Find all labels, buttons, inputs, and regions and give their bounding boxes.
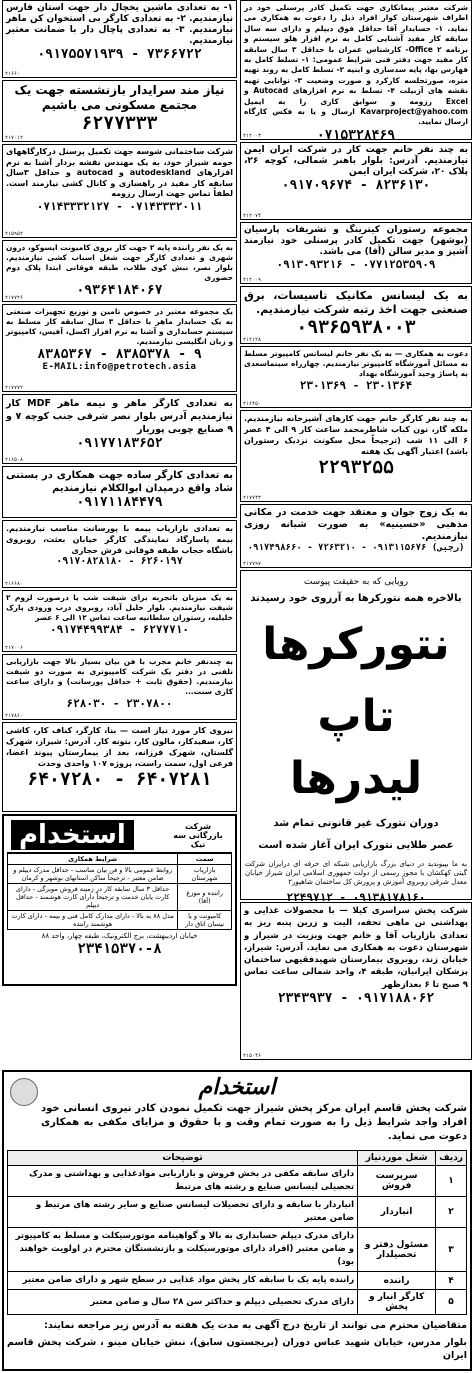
row-num: ۳: [436, 1228, 467, 1272]
job-desc: دارای مدرک تحصیلی دیپلم و حداکثر سن ۲۸ سال و ضامن معتبر: [8, 1290, 358, 1315]
col-header: سمت: [178, 854, 232, 865]
bottom-intro: شرکت پخش قاسم ایران مرکز پخش شیراز جهت تکمیل نمودن کادر نیروی انسانی خود افراد واجد شرایط ذیل را به صورت تمام وقت و با حقوق و مزایای مکفی به همکاری دعوت می نماید.: [41, 1103, 467, 1142]
ad-code: ۲۱۶۶۸۰: [5, 581, 24, 587]
row-num: ۲: [436, 1197, 467, 1228]
ad-text: به یک میزبان باتجربه برای شیفت شب یا درصورت لزوم ۲ شیفت نیازمندیم. بلوار خلیل آباد، روبروی درب ورودی پارک خلیلیه، رستوران سلطانیه ساعت تماس ۱۲ الی ۶ عصر: [6, 593, 233, 622]
row-num: ۵: [436, 1290, 467, 1315]
ad-code: ۲۱۷۷۷۲: [5, 385, 24, 391]
table-row: [8, 865, 232, 884]
ad-text: شرکت معتبر پیمانکاری جهت تکمیل کادر پرسنلی خود در اطراف شهرستان کوار افراد ذیل را دعوت به همکاری می نماید. ۱- حسابدار آقا حداقل فوق دیپلم و دارای سه سال سابقه کار مفید آشنایی کامل به نرم افزار هلو سیستم و برنامه Office ۲- کارشناس عمران با حداقل ۳ سال سابقه کار مفید جهت دفتر فنی شرایط عمومی: ۱- تسلط کامل به فهارس بها، پایه سدسازی و ابنیه ۲- تسلط کامل به روند تهیه متره، صورتجلسه کارکرد و صورت وضعیت ۳- توانایی تهیه نقشه های آزبیلت ۴- تسلط به نرم افزارهای Autocad و Excel رزومه و سوابق کاری را به ایمیل Kavarproject@yahoo.com ارسال و یا به فکس کارگاه ارسال نمایید.: [244, 3, 469, 127]
role-cell: راننده و موزع (آقا): [178, 884, 232, 911]
table-row: [8, 1166, 467, 1197]
ad-email: E-MAIL:info@petrotech.asia: [42, 362, 197, 372]
jobs-table: [7, 1150, 467, 1315]
col-header: شرایط همکاری: [8, 854, 178, 865]
ad-code: ۲۱۲۰۰۹: [243, 277, 262, 283]
job-desc: راننده پایه یک با سابقه کار پخش مواد غذایی در سطح شهر و دارای ضامن معتبر: [8, 1272, 358, 1290]
ad-behdad-institute: [240, 346, 472, 408]
ad-phone: ۰۹۳۶۵۹۳۸۰۰۳: [296, 317, 416, 338]
ad-kitchen-workers: [240, 410, 472, 502]
ad-mdf-workers: [2, 394, 237, 464]
bottom-title: استخدام: [198, 1075, 276, 1100]
ad-telemarketing: [2, 654, 237, 720]
ad-phone: ۰۹۱۷۷۱۸۳۶۵۲: [76, 436, 163, 451]
ad-code: ۲۱۲۱۲۸: [243, 337, 262, 343]
right-column: [240, 0, 472, 1062]
role-cell: بازاریاب شهرستان: [178, 865, 232, 884]
ad-code: ۲۱۷۰۰۶: [5, 645, 24, 651]
job-title: کارگر انبار و پخش: [358, 1290, 436, 1315]
ad-text: به تعدادی بازاریاب بیمه با پورسانت مناسب نیازمندیم. بیمه پاسارگاد نمایندگی کارگر خیابان بعثت، روبروی باشگاه حجاب طبقه فوقانی فرش حجازی: [6, 524, 233, 555]
ad-surveyor-engineer: [2, 144, 237, 238]
ad-text: به تعدادی کارگر ساده جهت همکاری در بستنی شاد واقع درمیدان ابوالکلام نیازمندیم: [6, 470, 233, 494]
job-desc: دارای سابقه مکفی در بخش فروش و بازاریابی موادغذایی و بهداشتی و مدرک تحصیلی لیسانس صنایع و رشته های مرتبط: [8, 1166, 358, 1197]
ad-phone: ۶۲۸۰۳۰ - ۲۳۰۷۸۰۰: [66, 697, 173, 710]
ad-phone: ۸۳۸۵۳۶۷ - ۸۳۸۵۳۷۸ - ۹: [37, 347, 202, 362]
ad-ice-cream-shop: [2, 466, 237, 518]
job-title: سرپرست فروش: [358, 1166, 436, 1197]
table-row: [8, 1290, 467, 1315]
estekhdam-company: شرکت بازرگانی سه نیک: [173, 821, 223, 849]
ad-code: ۲۱۷۸۶۰: [5, 713, 24, 719]
ad-construction-workforce: [2, 722, 237, 812]
ad-text: به یک لیسانس مکانیک تاسیسات، برق صنعتی جهت اخذ رتبه شرکت نیازمندیم.: [244, 289, 468, 316]
estekhdam-phone: ۲۳۴۱۵۳۷۰-۸: [77, 941, 162, 957]
promo-phone: ۲۲۴۹۷۱۲ - ۰۹۱۳۸۱۷۸۱۶۰: [286, 891, 426, 904]
ad-text: به چند نفر کارگر خانم جهت کارهای آشپزخانه نیازمندیم. ملکه گاز، نون کباب شاطرمحمد ساعت کار ۹ الی ۴ عصر ۶ الی ۱۱ شب (ترجیحاً محل سکونت نزدیک رستوران باشد) اعتبار آگهی یک هفته: [244, 414, 468, 456]
condition-cell: حداقل ۳ سال سابقه کار در زمینه فروش مویرگی - دارای کارت پایان خدمت و ترجیحاً دارای کارت هوشمند - حداقل دیپلم: [8, 884, 178, 911]
ad-text: ۱- به تعدادی ماشین یخچال دار جهت استان فارس نیازمندیم. ۲- به تعدادی کارگر بی استخوان کن ماهر نیازمندیم. ۳- به تعدادی پاچال دار با ضمانت معتبر نیازمندیم.: [6, 3, 233, 46]
ad-phone: ۰۹۱۷۵۵۷۱۹۳۹ - ۷۳۶۶۷۲۲: [37, 47, 202, 62]
ad-text: به یک زوج جوان و معتقد جهت خدمت در مکانی مذهبی «حسینیه» به صورت شبانه روزی نیازمندیم.: [244, 507, 468, 542]
ad-insurance-marketers: [2, 520, 237, 588]
ad-se-nik-estekhdam: [2, 814, 237, 986]
col-header: ردیف: [436, 1151, 467, 1166]
ad-code: ۲۱۶۵۰۸: [5, 457, 24, 463]
ad-phone: ۲۳۴۳۹۳۷ - ۰۹۱۷۱۸۸۰۶۲: [277, 991, 435, 1007]
footer-address: بلوار مدرس، خیابان شهید عباس دوران (بریجستون سابق)، نبش خیابان مینو ، شرکت پخش قاسم ایران: [7, 1337, 467, 1361]
promo-hero-1: نتورکرها: [262, 619, 450, 670]
ad-text: نیروی کار مورد نیاز است — بنا، کارگر، کناف کار، کاشی کار، سفیدکار، مالون کار، بتونه کار. آدرس: شیراز، شهرک گلستان، شهرک فرزانه، بعد از بیمارستان پیوند اعضا، فرعی اول، سمت راست، پروژه ۱۰۷ واحدی وحدت: [6, 726, 233, 768]
promo-line-2: بالاخره همه نتورکرها به آرزوی خود رسیدند: [250, 593, 462, 604]
estekhdam-address: خیابان اردیبهشت، برج الکترونیک، طبقه چهار، واحد ۸۸: [41, 932, 198, 940]
footer-note-1: متقاضیان محترم می توانند از تاریخ درج آگهی به مدت یک هفته به آدرس زیر مراجعه نمایند:: [44, 1320, 467, 1331]
promo-details: به ما بپیوندید در دنیای بزرگ بازاریابی شبکه ای حرفه ای درایران شرکت گیتی کهکشان با مجوز رسمی از دولت جمهوری اسلامی ایران شیراز خیابان معدل شرقی روبروی آموزش و پرورش کل ساختمان شاهپور۲: [245, 860, 467, 886]
ad-phone: ۰۹۱۳۰۹۳۲۱۶ - ۰۷۷۱۲۵۳۵۹۰۹: [276, 258, 436, 271]
ad-code: ۲۱۵۰۴۶: [243, 1053, 262, 1059]
ad-iran-imen: [240, 142, 472, 220]
row-num: ۴: [436, 1272, 467, 1290]
ad-text: شرکت ساختمانی شوسه جهت تکمیل پرسنل درکارگاههای حومه شیراز خود، به یک مهندس نقشه بردار آشنا به نرم افزارهای autodeskland و autocad و حداقل ۳سال سابقه کار مفید در راهسازی و کانال کشی نیازمند است. لطفاً تماس جهت ارسال رزومه: [6, 147, 233, 198]
ad-phone: ۰۹۳۶۴۱۸۴۰۶۷: [76, 283, 163, 298]
ad-text: نیاز مند سرایدار بازنشسته جهت یک مجتمع مسکونی می باشیم: [14, 83, 225, 112]
ad-kavar-project: [240, 0, 472, 140]
ad-phone: ۰۹۱۷۰۸۲۸۱۸۰ - ۶۲۶۰۱۹۷: [56, 556, 183, 567]
ad-text: شرکت پخش سراسری کیلا — با محصولات غذایی و بهداشتی تن ماهی تحفه، الیت و زرین پنبه ریز به تعدادی بازاریاب آقا و خانم جهت ویزیت در شیراز و شهرستان دعوت به همکاری می نماید. آدرس: شیراز، خیابان زند، روبروی بیمارستان شهیدفقیهی ساختمان پزشکان ایرانیان، طبقه ۴، واحد شمالی ساعت تماس ۹ صبح تا ۶ بعدازظهر: [244, 906, 468, 990]
table-row: [8, 1272, 467, 1290]
col-header: توضیحات: [8, 1151, 358, 1166]
promo-line-3: دوران نتورک غیر قانونی تمام شد: [273, 818, 439, 829]
seal-icon: [10, 1078, 38, 1106]
estekhdam-header: [7, 818, 232, 853]
condition-cell: مدل ۸۸ به بالا - دارای مدارک کامل فنی و بیمه - دارای کارت هوشمند راننده: [8, 911, 178, 930]
ad-code: ۲۱۷۷۴۳: [243, 495, 262, 501]
ad-petrotech-accountant: [2, 304, 237, 392]
ad-text: به تعدادی کارگر ماهر و نیمه ماهر MDF کار نیازمندیم آدرس بلوار نصر شرقی جنب کوچه ۷ و ۹ صنایع چوبی پوریار: [6, 398, 234, 435]
ad-hosseinieh-couple: [240, 504, 472, 568]
ad-phone: ۰۷۱۵۳۲۸۴۶۹: [316, 127, 396, 140]
job-desc: دارای مدرک دیپلم حسابداری به بالا و گواهینامه موتورسیکلت و مسلط به کامپیوتر و ضامن معتبر (افراد دارای موتورسیکلت و بازنشستگان محترم در اولویت خواهند بود): [8, 1228, 358, 1272]
promo-hero-2: تاپ لیدرها: [289, 691, 423, 804]
ad-text: به چند نفر خانم جهت کار در شرکت ایران ایمن نیازمندیم. آدرس: بلوار باهنر شمالی، کوچه ۲۶، پلاک ۲۰، شرکت ایران ایمن: [244, 145, 468, 177]
ad-kila-distribution: [240, 902, 472, 1060]
ad-parsian-catering: [240, 222, 472, 284]
job-desc: انباردار با سابقه و دارای تحصیلات لیسانس صنایع و سایر رشته های مرتبط و ضامن معتبر: [8, 1197, 358, 1228]
condition-cell: روابط عمومی بالا و فن بیان مناسب - حداقل مدرک دیپلم و ضامن معتبر - ترجیحاً ساکن استانهای بوشهر و کرمان: [8, 865, 178, 884]
ad-restaurant-host: [2, 590, 237, 652]
promo-line-1: رویایی که به حقیقت پیوست: [303, 577, 409, 587]
left-column: [2, 0, 237, 988]
ad-driver-movers: [2, 240, 237, 302]
ad-text: یک مجموعه معتبر در خصوص تامین و توزیع تجهیزات صنعتی به یک حسابدار ماهر با حداقل ۳ سال سابقه کار مسلط به سیستم حسابداری و آشنا به نرم افزار اکسل، آفیس، کامپیوتر و زبان انگلیسی نیازمندیم.: [6, 307, 233, 346]
ad-phone: ۲۲۹۳۲۵۵: [318, 457, 394, 478]
ad-phone: ۰۹۱۷۴۹۸۶۶۰ - ۷۲۶۳۲۱۰ - ۰۹۱۳۱۱۵۶۷۶ (رجبی): [247, 543, 465, 553]
table-row: [8, 1197, 467, 1228]
job-title: مسئول دفتر و تحصیلدار: [358, 1228, 436, 1272]
role-cell: کامیونت و یا نیسان اتاق دار: [178, 911, 232, 930]
ad-code: ۲۱۲۰۷۴: [243, 213, 262, 219]
job-title: راننده: [358, 1272, 436, 1290]
ad-code: ۲۱۷۷۹۷: [243, 561, 262, 567]
col-header: شغل موردنیاز: [358, 1151, 436, 1166]
ad-phone: ۶۴۰۷۲۸۰ - ۶۴۰۷۲۸۱: [27, 769, 212, 790]
ad-text: مجموعه رستوران کیترینگ و تشریفات پارسیان (بوشهر) جهت تکمیل کادر پرسنلی خود نیازمند آشپز و مدیر سالن (آقا) می باشد.: [244, 225, 468, 257]
ad-mechanical-license: [240, 286, 472, 344]
ad-phone: ۶۲۷۷۳۳۳: [81, 113, 158, 134]
ad-text: به چندنفر خانم مجرب با فن بیان بسیار بالا جهت بازاریابی تلفنی در دفتر یک شرکت کامپیوتری به صورت دو شیفت نیازمندیم. (حقوق ثابت + حداقل پورسانت) و دارای ساعت کاری سنت...: [6, 657, 233, 696]
ad-phone: ۰۷۱۴۳۳۳۲۱۲۷ - ۰۷۱۴۳۳۳۲۰۱۱: [36, 199, 203, 213]
ad-phone: ۰۹۱۷۰۹۶۷۴ - ۸۲۳۶۱۳۰: [281, 178, 431, 193]
row-num: ۱: [436, 1166, 467, 1197]
promo-line-4: عصر طلایی نتورک ایران آغاز شده است: [258, 840, 454, 851]
ad-text: دعوت به همکاری — به یک نفر خانم لیسانس کامپیوتر مسلط به مسائل آموزشگاه کامپیوتر نیازمندیم. چهارراه سینماسعدی به پاساژ وحید آموزشگاه بهداد: [244, 349, 468, 378]
job-title: انباردار: [358, 1197, 436, 1228]
ad-fridge-trucks: [2, 0, 237, 78]
ad-code: ۲۱۲۰۰۳: [243, 133, 262, 139]
promo-network-marketing: [240, 570, 472, 904]
ad-code: ۲۱۶۴۵۰: [243, 401, 262, 407]
ad-ghasem-iran: [2, 1070, 472, 1371]
ad-code: ۲۱۷۷۲۶: [5, 295, 24, 301]
ad-code: ۲۱۵۹۵۲: [5, 231, 24, 237]
ad-phone: ۲۳۰۱۳۶۹ - ۲۳۰۱۳۶۴: [299, 379, 413, 392]
table-row: [8, 911, 232, 930]
estekhdam-table: [7, 853, 232, 930]
ad-phone: ۰۹۱۷۱۱۸۴۴۷۹: [76, 495, 163, 510]
estekhdam-title: استخدام: [11, 820, 134, 850]
ad-phone: ۰۹۱۷۴۴۹۹۳۸۴ - ۶۲۷۷۷۱۰: [49, 623, 190, 636]
table-row: [8, 1228, 467, 1272]
ad-code: ۲۱۶۶۰: [5, 71, 21, 77]
ad-retired-caretaker: [2, 80, 237, 142]
table-row: [8, 884, 232, 911]
ad-code: ۲۱۷۰۱۲: [5, 135, 24, 141]
ad-text: به یک نفر راننده پایه ۲ جهت کار بروی کامیونت ایسوکو، درون شهری و تعدادی کارگر جهت شغل اسباب کشی نیازمندیم. بلوار نصر، نبش کوی طلاب، طبقه فوقانی ابتدا پلاک دوم حضوری: [6, 243, 233, 282]
